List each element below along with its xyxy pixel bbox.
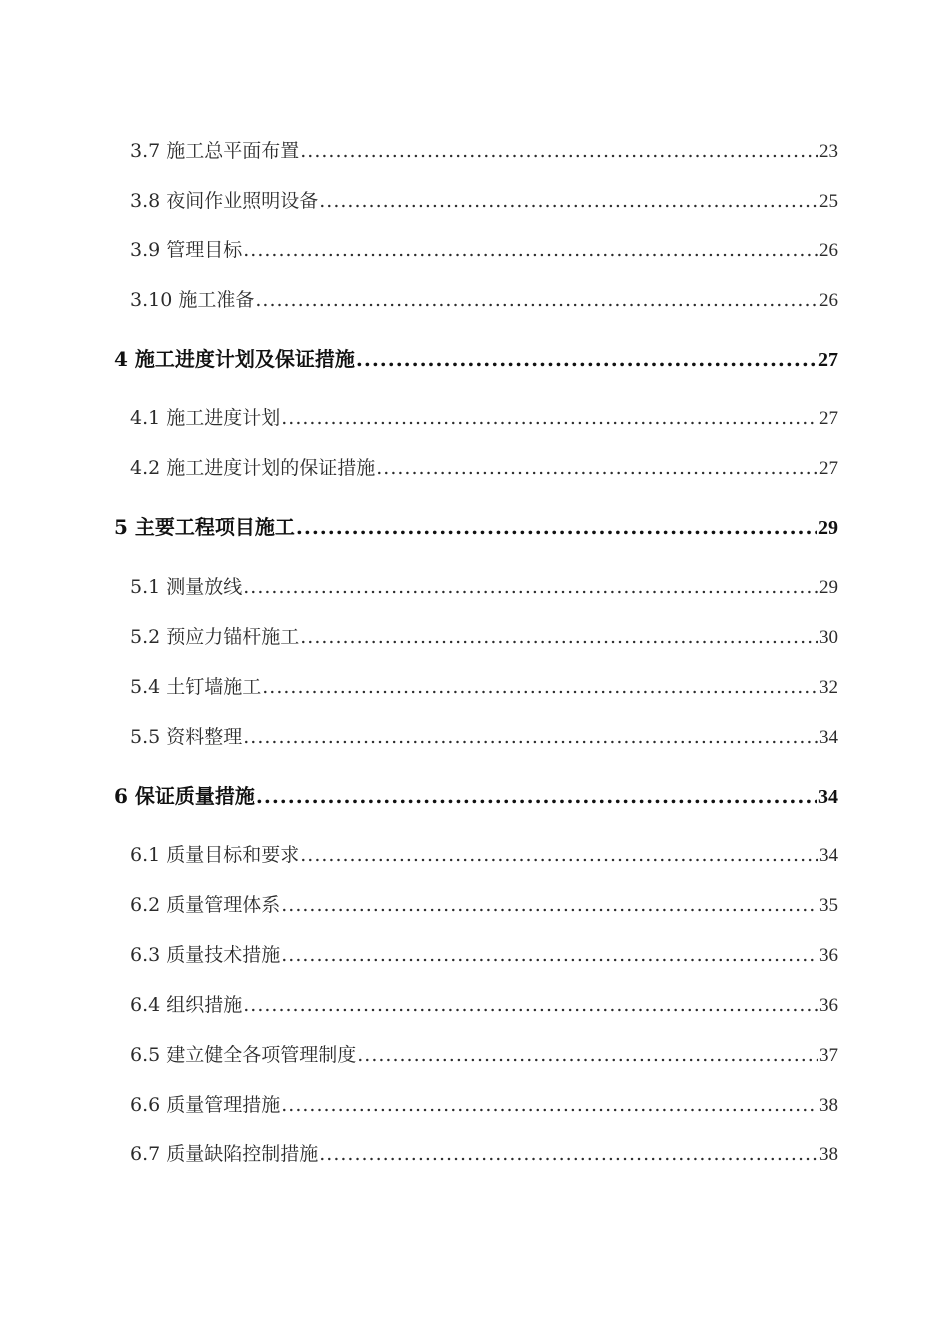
toc-chapter-5[interactable] — [114, 512, 838, 542]
toc-entry-page: 34 — [819, 845, 838, 866]
toc-entry-5-5[interactable] — [130, 722, 838, 752]
toc-entry-page: 26 — [819, 240, 838, 261]
toc-dot-leader — [256, 781, 817, 811]
toc-chapter-title: 6 保证质量措施 — [114, 784, 255, 808]
toc-chapter-title: 5 主要工程项目施工 — [114, 515, 295, 539]
toc-entry-title: 6.5 建立健全各项管理制度 — [130, 1044, 357, 1066]
toc-chapter-page: 34 — [818, 786, 838, 808]
toc-dot-leader — [300, 136, 818, 166]
toc-chapter-page: 27 — [818, 349, 838, 371]
toc-dot-leader — [296, 512, 817, 542]
toc-entry-page: 34 — [819, 727, 838, 748]
toc-entry-title: 3.9 管理目标 — [130, 239, 243, 261]
toc-entry-page: 27 — [819, 408, 838, 429]
toc-entry-title: 6.2 质量管理体系 — [130, 894, 281, 916]
toc-entry-title: 6.4 组织措施 — [130, 994, 243, 1016]
toc-dot-leader — [300, 840, 818, 870]
toc-entry-6-4[interactable] — [130, 990, 838, 1020]
toc-entry-title: 4.1 施工进度计划 — [130, 407, 281, 429]
toc-entry-page: 35 — [819, 895, 838, 916]
toc-entry-page: 25 — [819, 191, 838, 212]
toc-chapter-6[interactable] — [114, 781, 838, 811]
toc-dot-leader — [300, 622, 818, 652]
toc-dot-leader — [255, 285, 818, 315]
toc-chapter-page: 29 — [818, 517, 838, 539]
toc-entry-page: 38 — [819, 1095, 838, 1116]
toc-entry-6-7[interactable] — [130, 1139, 838, 1169]
toc-entry-page: 29 — [819, 577, 838, 598]
toc-chapter-4[interactable] — [114, 344, 838, 374]
toc-entry-3-9[interactable] — [130, 235, 838, 265]
toc-entry-title: 6.7 质量缺陷控制措施 — [130, 1143, 319, 1165]
toc-entry-5-2[interactable] — [130, 622, 838, 652]
toc-entry-6-6[interactable] — [130, 1090, 838, 1120]
toc-entry-page: 23 — [819, 141, 838, 162]
toc-dot-leader — [356, 344, 817, 374]
toc-entry-5-4[interactable] — [130, 672, 838, 702]
toc-entry-4-1[interactable] — [130, 403, 838, 433]
toc-chapter-title: 4 施工进度计划及保证措施 — [114, 347, 355, 371]
toc-entry-page: 26 — [819, 290, 838, 311]
toc-entry-title: 3.10 施工准备 — [130, 289, 255, 311]
toc-dot-leader — [243, 990, 818, 1020]
toc-dot-leader — [281, 1090, 818, 1120]
toc-entry-page: 38 — [819, 1144, 838, 1165]
toc-entry-title: 3.7 施工总平面布置 — [130, 140, 300, 162]
toc-entry-6-2[interactable] — [130, 890, 838, 920]
toc-dot-leader — [262, 672, 818, 702]
toc-entry-6-1[interactable] — [130, 840, 838, 870]
toc-entry-title: 5.1 测量放线 — [130, 576, 243, 598]
toc-entry-3-8[interactable] — [130, 186, 838, 216]
toc-entry-title: 5.2 预应力锚杆施工 — [130, 626, 300, 648]
toc-entry-page: 36 — [819, 995, 838, 1016]
toc-entry-page: 32 — [819, 677, 838, 698]
toc-entry-page: 27 — [819, 458, 838, 479]
toc-entry-title: 6.3 质量技术措施 — [130, 944, 281, 966]
toc-entry-3-7[interactable] — [130, 136, 838, 166]
toc-entry-page: 30 — [819, 627, 838, 648]
toc-entry-4-2[interactable] — [130, 453, 838, 483]
toc-entry-title: 6.6 质量管理措施 — [130, 1094, 281, 1116]
toc-dot-leader — [281, 403, 818, 433]
toc-entry-title: 5.5 资料整理 — [130, 726, 243, 748]
toc-dot-leader — [357, 1040, 818, 1070]
toc-dot-leader — [281, 940, 818, 970]
toc-dot-leader — [243, 235, 818, 265]
toc-entry-title: 4.2 施工进度计划的保证措施 — [130, 457, 376, 479]
toc-entry-title: 5.4 土钉墙施工 — [130, 676, 262, 698]
toc-dot-leader — [319, 1139, 818, 1169]
toc-entry-title: 6.1 质量目标和要求 — [130, 844, 300, 866]
toc-entry-3-10[interactable] — [130, 285, 838, 315]
toc-entry-6-3[interactable] — [130, 940, 838, 970]
toc-dot-leader — [243, 722, 818, 752]
toc-entry-5-1[interactable] — [130, 572, 838, 602]
toc-dot-leader — [243, 572, 818, 602]
toc-entry-page: 36 — [819, 945, 838, 966]
toc-entry-page: 37 — [819, 1045, 838, 1066]
toc-entry-title: 3.8 夜间作业照明设备 — [130, 190, 319, 212]
toc-entry-6-5[interactable] — [130, 1040, 838, 1070]
toc-dot-leader — [281, 890, 818, 920]
toc-dot-leader — [319, 186, 818, 216]
toc-dot-leader — [376, 453, 818, 483]
